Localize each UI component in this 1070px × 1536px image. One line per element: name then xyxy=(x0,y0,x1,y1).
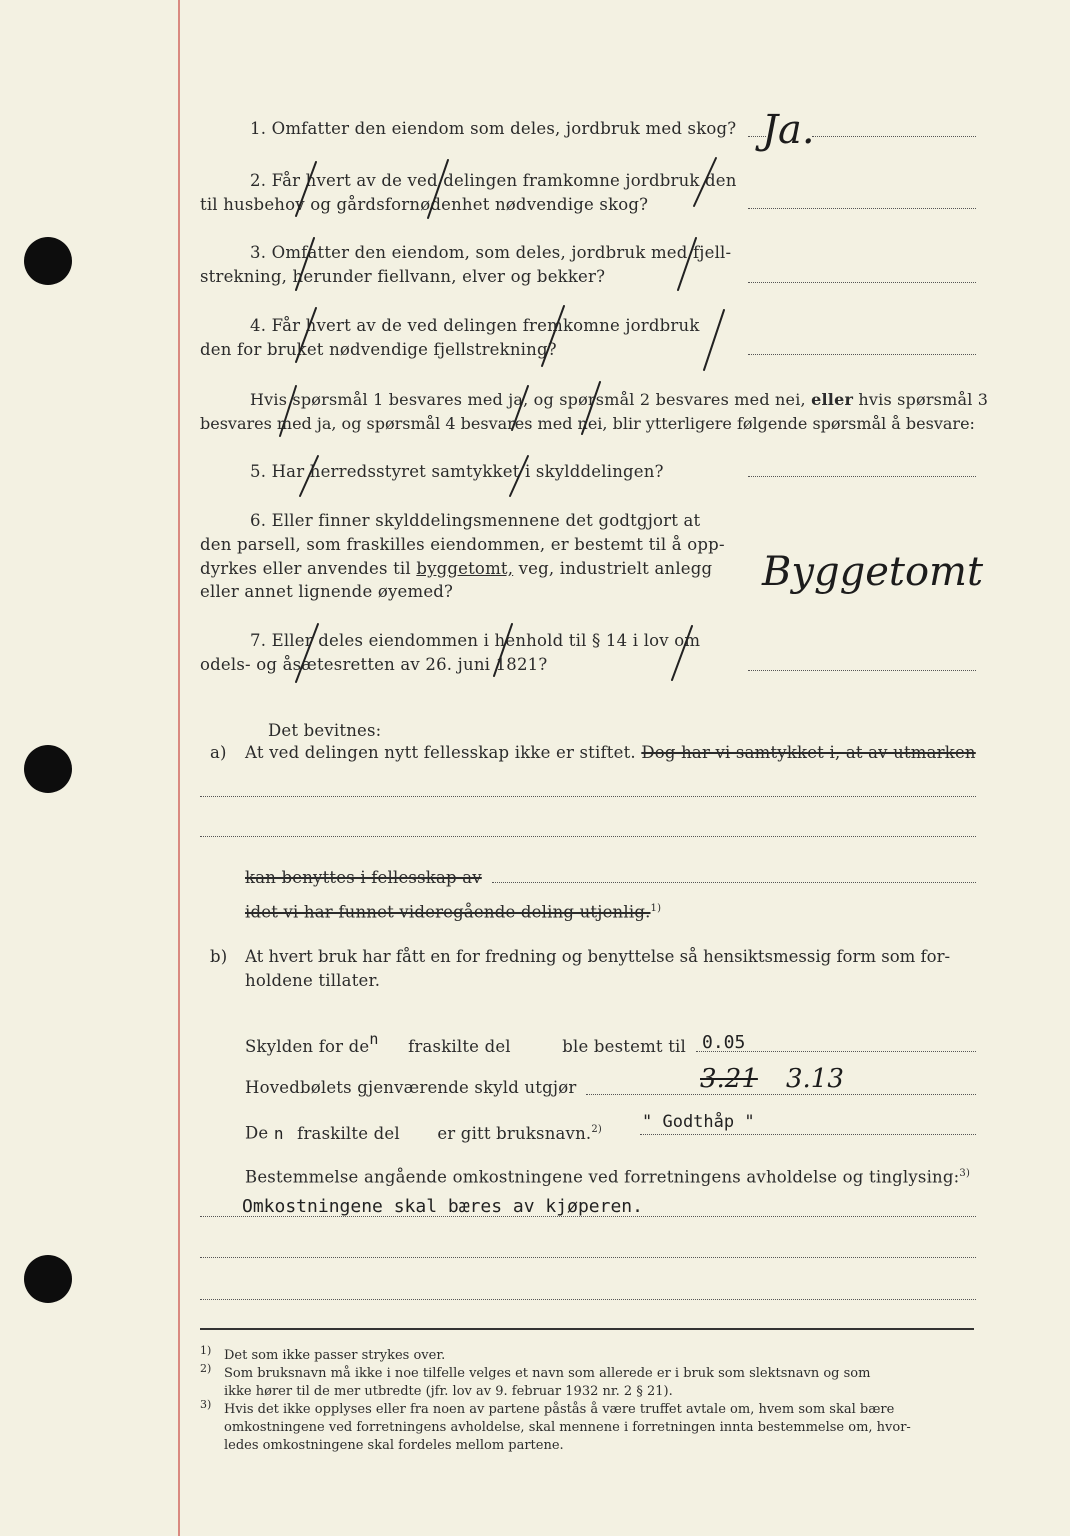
item-b-label: b) xyxy=(210,947,228,966)
q6-underlined: byggetomt, xyxy=(416,559,514,578)
pen-slash xyxy=(694,158,716,206)
pen-slash xyxy=(542,306,564,366)
typed-letter: n xyxy=(369,1030,379,1048)
struck-skyld-value: 3.21 xyxy=(700,1064,758,1094)
skyld-value: 0.05 xyxy=(702,1032,746,1053)
attest-heading: Det bevitnes: xyxy=(268,721,382,740)
question-2-line-1: 2. Får hvert av de ved delingen framkomne jordbruk den xyxy=(250,171,737,190)
skyld-text: Skylden for de xyxy=(245,1037,370,1056)
footnote-number: 3) xyxy=(200,1398,212,1411)
question-2-line-2: til husbehov og gårdsfornødenhet nødvendige skog? xyxy=(200,195,649,214)
pen-slash xyxy=(300,456,318,496)
q6-text: veg, industrielt anlegg xyxy=(518,559,713,578)
pen-slash xyxy=(510,456,528,496)
footnote-ref: 3) xyxy=(959,1168,971,1179)
pen-slash xyxy=(296,308,316,362)
pen-slash xyxy=(296,162,316,216)
skyld-text: fraskilte del xyxy=(408,1037,511,1056)
question-7-line-2: odels- og åsætesretten av 26. juni 1821? xyxy=(200,655,548,674)
skyld-text: Bestemmelse angående omkostningene ved forretningens avholdelse og tinglysing: xyxy=(245,1167,960,1187)
pen-slash xyxy=(428,160,448,218)
pen-slash xyxy=(582,382,600,434)
skyld-line-2: Hovedbølets gjenværende skyld utgjør xyxy=(245,1078,577,1097)
pen-slash xyxy=(494,624,512,676)
pen-slash xyxy=(280,386,296,436)
struck-line-2: kan benyttes i fellesskap av xyxy=(245,868,482,887)
skyld-text: ble bestemt til xyxy=(562,1037,686,1056)
bruksnavn-value: " Godthåp " xyxy=(642,1112,755,1132)
pen-slash xyxy=(512,386,528,430)
typed-letter: n xyxy=(273,1123,284,1143)
footnote-line: omkostningene ved forretningens avholdelse, skal mennene i forretningen innta bestemmelse om, hvor- xyxy=(224,1420,911,1435)
pen-slash xyxy=(296,238,314,290)
q6-text: dyrkes eller anvendes til xyxy=(200,559,411,578)
skyld-text: fraskilte del xyxy=(297,1123,400,1143)
question-6-line-2: den parsell, som fraskilles eiendommen, er bestemt til å opp- xyxy=(200,535,725,554)
question-5: 5. Har herredsstyret samtykket i skylddelingen? xyxy=(250,462,664,481)
footnote-line: ledes omkostningene skal fordeles mellom partene. xyxy=(224,1438,564,1453)
question-3-line-2: strekning, herunder fiellvann, elver og bekker? xyxy=(200,267,606,286)
footnote-line: Det som ikke passer strykes over. xyxy=(224,1348,446,1363)
struck-text: idet vi har funnet videregående deling utjenlig. xyxy=(245,902,651,922)
answer-q1: Ja. xyxy=(762,107,815,153)
item-a-text: At ved delingen nytt fellesskap ikke er stiftet. xyxy=(245,743,636,762)
footnote-number: 2) xyxy=(200,1362,212,1375)
item-b-line-2: holdene tillater. xyxy=(245,971,381,990)
condition-text: Hvis spørsmål 1 besvares med ja, og spørsmål 2 besvares med nei, xyxy=(250,390,806,409)
condition-line-2: besvares med ja, og spørsmål 4 besvares med nei, blir ytterligere følgende spørsmål å besvare: xyxy=(200,414,975,433)
condition-text: hvis spørsmål 3 xyxy=(858,390,989,409)
skyld-text: er gitt bruksnavn. xyxy=(437,1123,592,1143)
footnote-number: 1) xyxy=(200,1344,212,1357)
question-6-line-1: 6. Eller finner skylddelingsmennene det godtgjort at xyxy=(250,511,701,530)
question-4-line-1: 4. Får hvert av de ved delingen fremkomne jordbruk xyxy=(250,316,700,335)
pen-slash xyxy=(704,310,724,370)
question-1: 1. Omfatter den eiendom som deles, jordbruk med skog? xyxy=(250,119,737,138)
pen-slash xyxy=(672,626,692,680)
question-4-line-2: den for bruket nødvendige fjellstrekning? xyxy=(200,340,557,359)
item-a-label: a) xyxy=(210,743,227,762)
footnote-line: ikke hører til de mer utbredte (jfr. lov av 9. februar 1932 nr. 2 § 21). xyxy=(224,1384,673,1399)
item-b-line-1: At hvert bruk har fått en for fredning og benyttelse så hensiktsmessig form som for- xyxy=(245,947,951,966)
question-6-line-4: eller annet lignende øyemed? xyxy=(200,582,454,601)
question-7-line-1: 7. Eller deles eiendommen i henhold til § 14 i lov om xyxy=(250,631,701,650)
footnote-ref: 2) xyxy=(591,1124,603,1135)
footnote-line: Hvis det ikke opplyses eller fra noen av partene påstås å være truffet avtale om, hvem som skal bære xyxy=(224,1402,895,1417)
pen-slash xyxy=(296,624,318,682)
pen-slash xyxy=(678,238,696,290)
remaining-skyld-value: 3.13 xyxy=(786,1064,844,1094)
question-3-line-1: 3. Omfatter den eiendom, som deles, jordbruk med fjell- xyxy=(250,243,732,262)
footnote-ref: 1) xyxy=(650,903,662,914)
struck-text: Dog har vi samtykket i, at av utmarken xyxy=(641,743,976,762)
condition-bold: eller xyxy=(811,390,854,409)
answer-q6: Byggetomt xyxy=(762,549,984,595)
footnote-line: Som bruksnavn må ikke i noe tilfelle velges et navn som allerede er i bruk som slektsnavn og som xyxy=(224,1366,871,1381)
skyld-text: De xyxy=(245,1123,269,1143)
omkostning-value: Omkostningene skal bæres av kjøperen. xyxy=(242,1196,643,1217)
